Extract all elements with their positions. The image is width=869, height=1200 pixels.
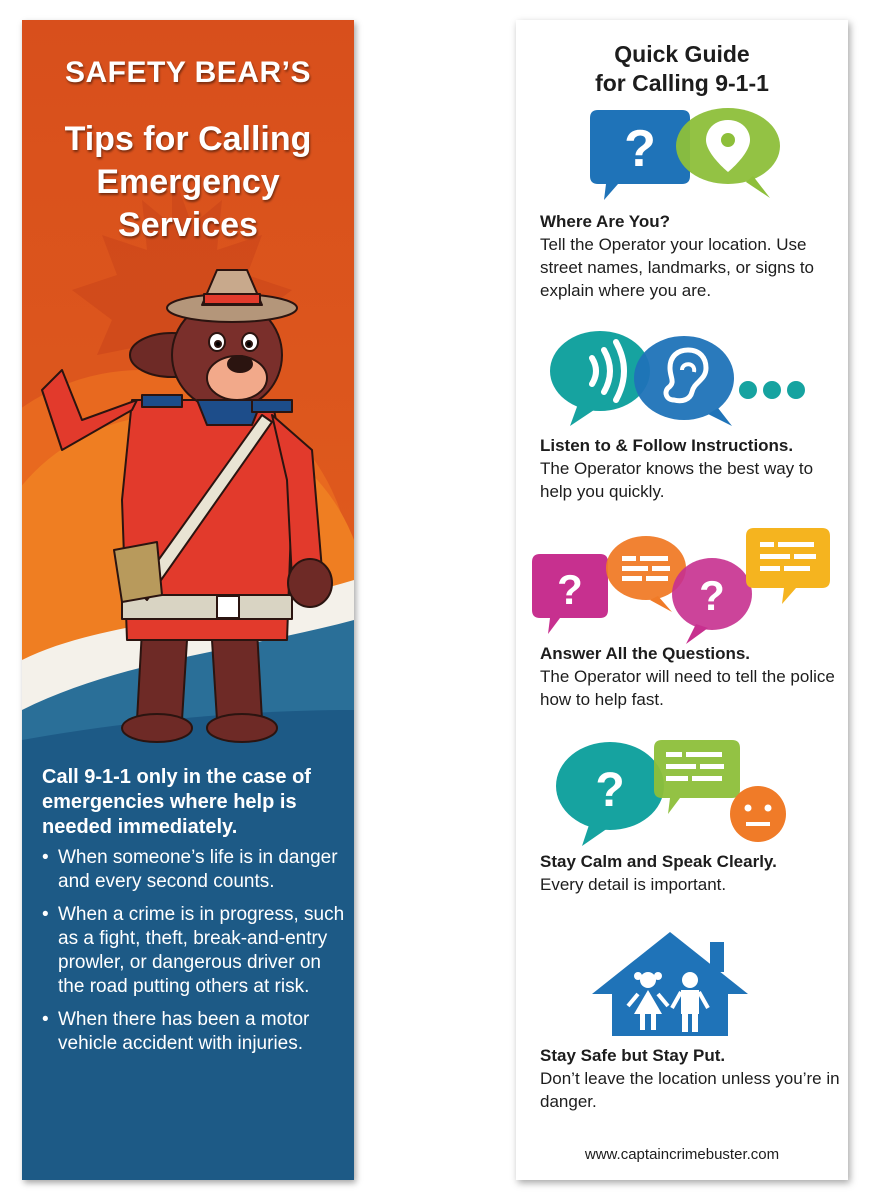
title-line: Quick Guide xyxy=(614,41,750,67)
section-heading: Where Are You? xyxy=(540,212,671,231)
safety-bear-bookmark xyxy=(22,20,354,1180)
svg-text:?: ? xyxy=(699,572,725,619)
section-body: Every detail is important. xyxy=(540,875,727,894)
section-body: Don’t leave the location unless you’re in danger. xyxy=(540,1069,840,1111)
section-heading: Answer All the Questions. xyxy=(540,644,751,663)
section-heading: Listen to & Follow Instructions. xyxy=(540,436,794,455)
website-link[interactable]: www.captaincrimebuster.com xyxy=(584,1146,780,1163)
title-line: Services xyxy=(118,206,258,244)
section-heading: Stay Calm and Speak Clearly. xyxy=(540,852,777,871)
title-safety-bear: SAFETY BEAR’S xyxy=(65,56,311,89)
title-line: for Calling 9-1-1 xyxy=(595,70,769,96)
calm-face-bubbles-icon xyxy=(552,736,802,848)
house-children-icon xyxy=(590,930,750,1038)
quick-guide-title xyxy=(516,40,848,98)
question-bubbles-icon xyxy=(526,524,838,652)
list-item: • When a crime is in progress, such as a fight, theft, break-and-entry prowler, or dangerous driver on the road putting others at risk. xyxy=(40,903,350,999)
safety-bear-mountie-illustration xyxy=(22,250,354,750)
section-body: The Operator knows the best way to help you quickly. xyxy=(540,459,814,501)
section-answer-questions xyxy=(540,642,840,711)
section-heading: Stay Safe but Stay Put. xyxy=(540,1046,726,1065)
location-speech-bubbles-icon xyxy=(578,106,788,206)
listen-ear-bubbles-icon xyxy=(548,326,818,430)
intro-text: Call 9-1-1 only in the case of emergencies where help is needed immediately. xyxy=(42,766,311,838)
svg-text:?: ? xyxy=(624,120,656,178)
list-item: • When there has been a motor vehicle accident with injuries. xyxy=(40,1008,350,1056)
section-where-are-you xyxy=(540,210,840,302)
section-stay-safe xyxy=(540,1044,840,1113)
emergency-criteria-list xyxy=(40,846,350,1065)
title-line: Tips for Calling xyxy=(64,120,312,158)
section-listen-follow xyxy=(540,434,840,503)
svg-text:?: ? xyxy=(557,566,583,613)
section-body: The Operator will need to tell the police how to help fast. xyxy=(540,667,835,709)
quick-guide-bookmark xyxy=(516,20,848,1180)
title-tips xyxy=(22,118,354,247)
title-line: Emergency xyxy=(96,163,280,201)
list-item: • When someone’s life is in danger and every second counts. xyxy=(40,846,350,894)
section-body: Tell the Operator your location. Use street names, landmarks, or signs to explain where you are. xyxy=(540,235,815,300)
svg-text:?: ? xyxy=(595,764,625,817)
section-stay-calm xyxy=(540,850,840,896)
